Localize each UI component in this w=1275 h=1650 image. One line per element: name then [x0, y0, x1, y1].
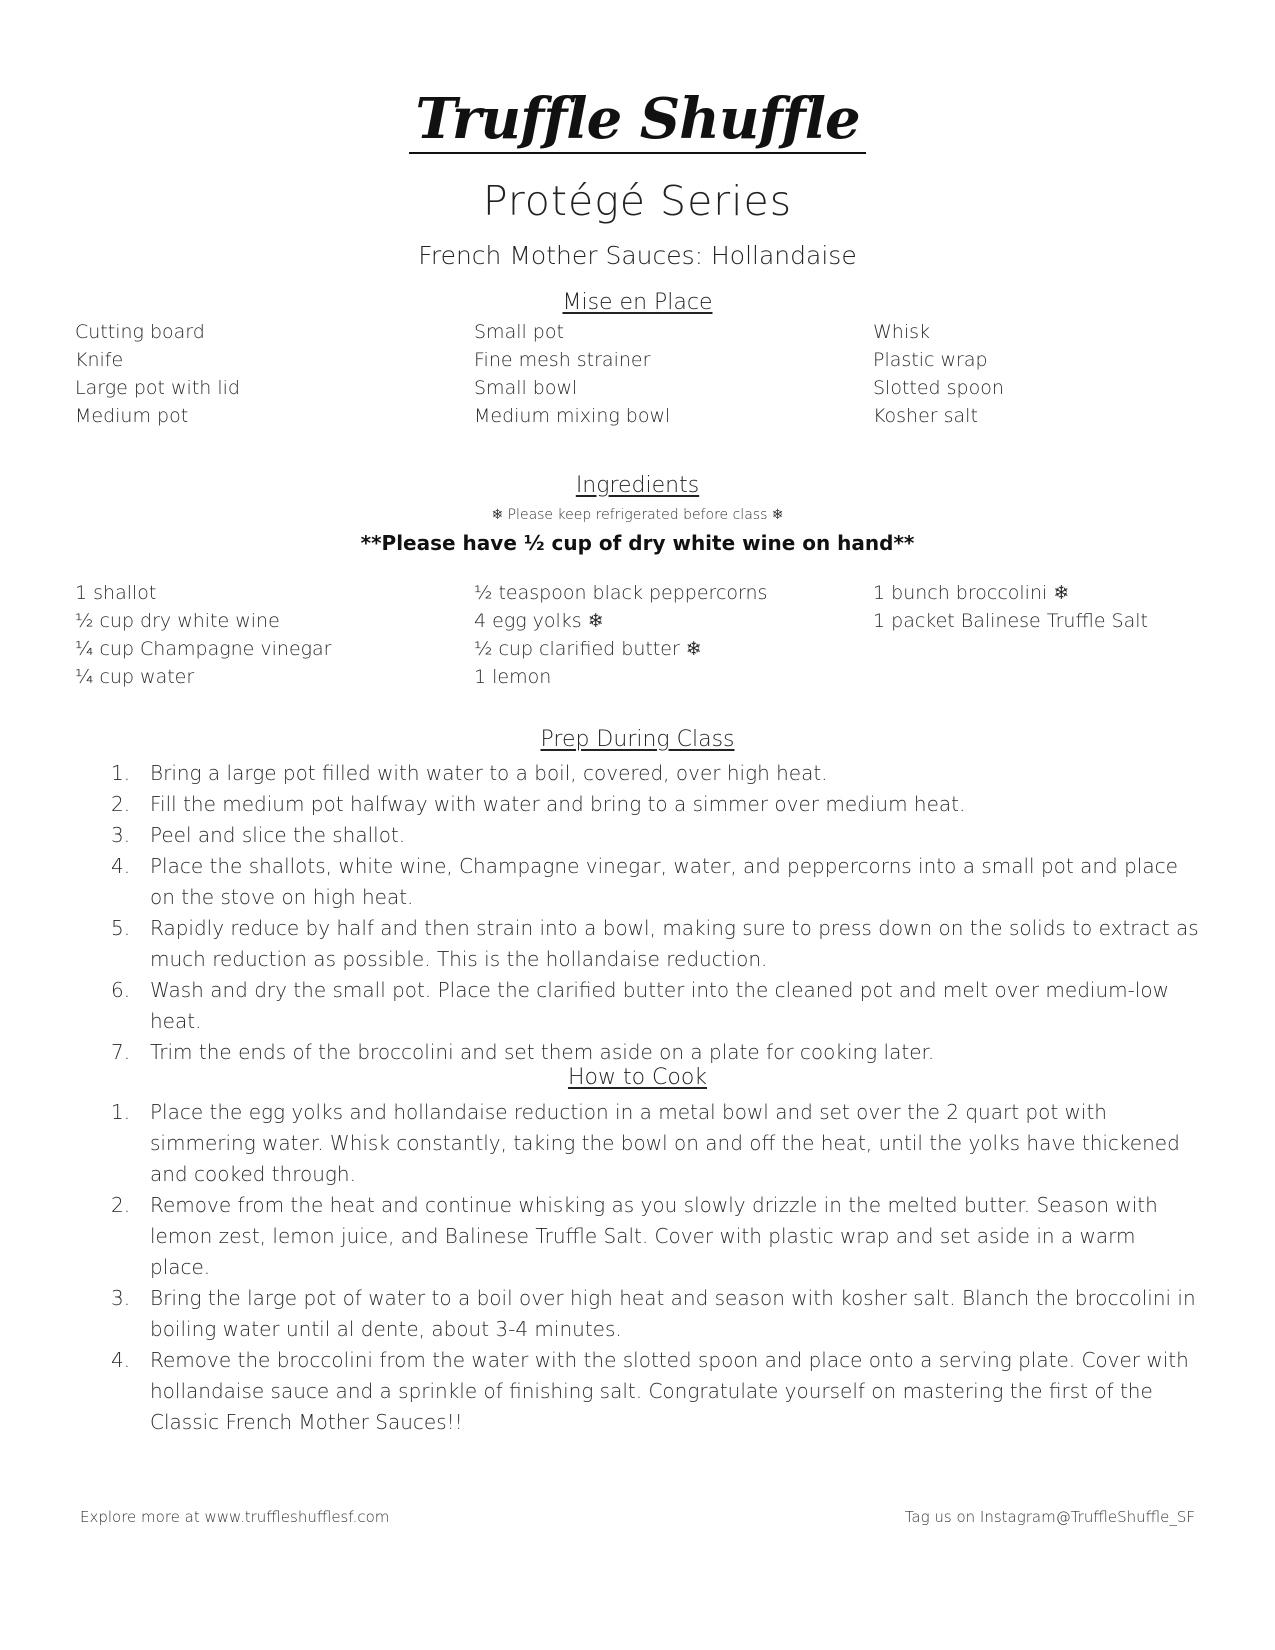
list-item: Cutting board	[75, 321, 205, 343]
list-item: 1 packet Balinese Truffle Salt	[873, 610, 1148, 632]
class-title: French Mother Sauces: Hollandaise	[418, 241, 857, 270]
step-number: 6.	[111, 978, 131, 1002]
footer-website[interactable]: Explore more at www.truffleshufflesf.com	[80, 1508, 390, 1526]
mise-column-1	[75, 318, 455, 430]
step-text: Place the shallots, white wine, Champagne vinegar, water, and peppercorns into a small pot and place on the stove on high heat.	[150, 854, 1178, 909]
list-item: Small bowl	[474, 377, 578, 399]
step-item	[75, 789, 1200, 820]
list-item: Plastic wrap	[873, 349, 988, 371]
list-item: Small pot	[474, 321, 564, 343]
brand-logo	[0, 88, 1275, 154]
ingredients-heading: Ingredients	[575, 473, 700, 498]
step-text: Bring a large pot filled with water to a boil, covered, over high heat.	[150, 761, 828, 785]
list-item: Whisk	[873, 321, 931, 343]
ingredients-column-1	[75, 579, 455, 691]
step-item	[75, 1097, 1200, 1190]
list-item: ½ teaspoon black peppercorns	[474, 582, 768, 604]
logo-text: Truffle Shuffle	[409, 88, 865, 154]
list-item: Kosher salt	[873, 405, 978, 427]
step-item	[75, 1345, 1200, 1438]
step-text: Rapidly reduce by half and then strain into a bowl, making sure to press down on the solids to extract as much reduction as possible. This is the hollandaise reduction.	[150, 916, 1199, 971]
wine-note: **Please have ½ cup of dry white wine on hand**	[360, 531, 915, 555]
step-item	[75, 820, 1200, 851]
footer-instagram[interactable]: Tag us on Instagram@TruffleShuffle_SF	[904, 1508, 1195, 1526]
prep-steps	[75, 758, 1200, 1068]
step-number: 7.	[111, 1040, 131, 1064]
refrigerate-note: ❄ Please keep refrigerated before class ❄	[491, 507, 784, 523]
list-item: ¼ cup water	[75, 666, 195, 688]
step-number: 5.	[111, 916, 131, 940]
mise-en-place-heading: Mise en Place	[562, 290, 713, 315]
step-text: Wash and dry the small pot. Place the clarified butter into the cleaned pot and melt over medium-low heat.	[150, 978, 1169, 1033]
step-number: 1.	[111, 1100, 131, 1124]
list-item: 1 lemon	[474, 666, 552, 688]
step-text: Peel and slice the shallot.	[150, 823, 406, 847]
series-title: Protégé Series	[482, 177, 793, 225]
step-text: Remove the broccolini from the water with the slotted spoon and place onto a serving plate. Cover with hollandaise sauce and a sprinkle of finishing salt. Congratulate yourself on mastering the first of the Classic French Mother Sauces!!	[150, 1348, 1189, 1434]
mise-column-3	[873, 318, 1253, 430]
list-item: 1 shallot	[75, 582, 157, 604]
step-number: 3.	[111, 1286, 131, 1310]
list-item: Medium mixing bowl	[474, 405, 671, 427]
cook-steps	[75, 1097, 1200, 1438]
step-number: 1.	[111, 761, 131, 785]
prep-heading: Prep During Class	[540, 727, 735, 752]
step-text: Remove from the heat and continue whisking as you slowly drizzle in the melted butter. Season with lemon zest, lemon juice, and Balinese Truffle Salt. Cover with plastic wrap and set aside in a warm place.	[150, 1193, 1158, 1279]
step-item	[75, 975, 1200, 1037]
step-number: 3.	[111, 823, 131, 847]
step-number: 4.	[111, 854, 131, 878]
list-item: Medium pot	[75, 405, 189, 427]
step-text: Bring the large pot of water to a boil over high heat and season with kosher salt. Blanch the broccolini in boiling water until al dente, about 3-4 minutes.	[150, 1286, 1196, 1341]
ingredients-column-2	[474, 579, 854, 691]
list-item: Fine mesh strainer	[474, 349, 651, 371]
list-item: 4 egg yolks ❄	[474, 610, 604, 632]
list-item: Knife	[75, 349, 124, 371]
step-item	[75, 1190, 1200, 1283]
ingredients-column-3	[873, 579, 1253, 635]
step-text: Place the egg yolks and hollandaise reduction in a metal bowl and set over the 2 quart pot with simmering water. Whisk constantly, taking the bowl on and off the heat, until the yolks have thickened and cooked through.	[150, 1100, 1180, 1186]
step-text: Fill the medium pot halfway with water and bring to a simmer over medium heat.	[150, 792, 966, 816]
step-text: Trim the ends of the broccolini and set them aside on a plate for cooking later.	[150, 1040, 935, 1064]
list-item: Large pot with lid	[75, 377, 240, 399]
list-item: 1 bunch broccolini ❄	[873, 582, 1070, 604]
step-item	[75, 758, 1200, 789]
list-item: ½ cup clarified butter ❄	[474, 638, 702, 660]
list-item: Slotted spoon	[873, 377, 1004, 399]
step-item	[75, 851, 1200, 913]
step-item	[75, 913, 1200, 975]
mise-column-2	[474, 318, 854, 430]
step-number: 4.	[111, 1348, 131, 1372]
step-item	[75, 1283, 1200, 1345]
list-item: ½ cup dry white wine	[75, 610, 280, 632]
cook-heading: How to Cook	[567, 1065, 708, 1090]
step-number: 2.	[111, 792, 131, 816]
step-number: 2.	[111, 1193, 131, 1217]
list-item: ¼ cup Champagne vinegar	[75, 638, 332, 660]
